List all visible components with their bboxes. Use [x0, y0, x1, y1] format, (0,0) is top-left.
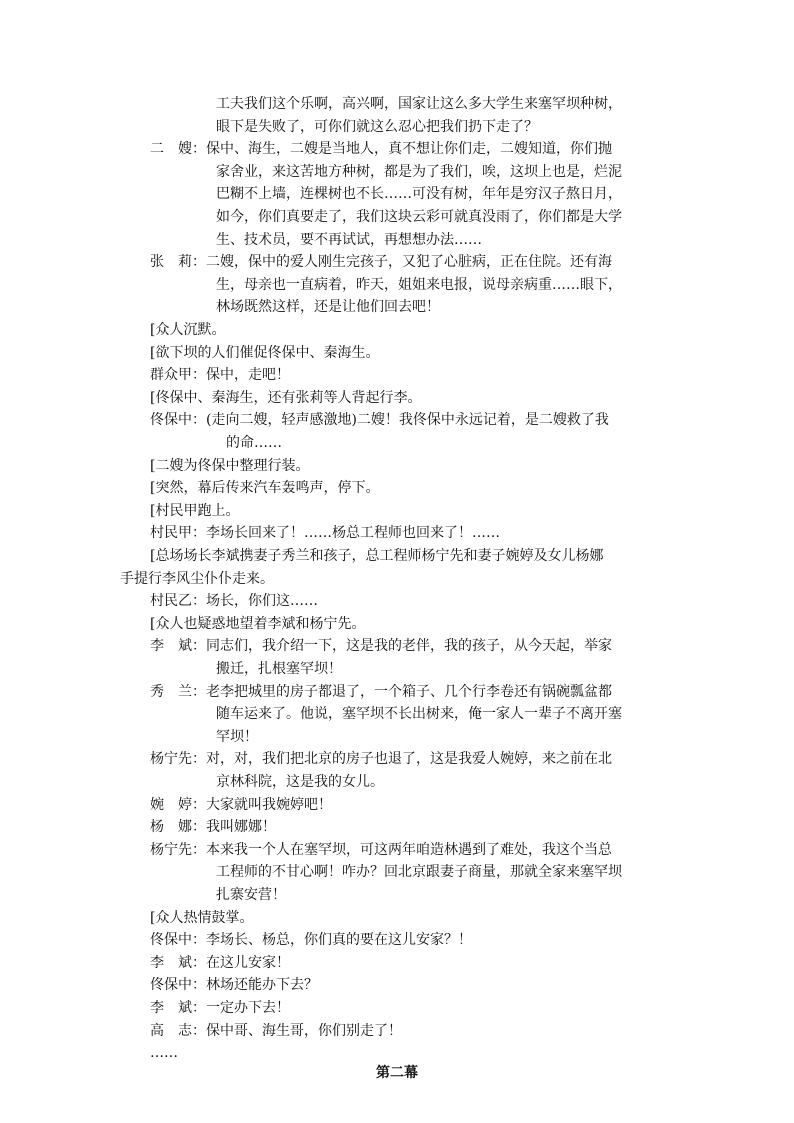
script-line: 巴糊不上墙，连棵树也不长……可没有树，年年是穷汉子熬日月， [216, 186, 622, 203]
script-line: 生，母亲也一直病着，昨天，姐姐来电报，说母亲病重……眼下， [216, 276, 622, 293]
script-line: 二 嫂：保中、海生，二嫂是当地人，真不想让你们走，二嫂知道，你们抛 [150, 141, 612, 158]
script-line: 张 莉：二嫂，保中的爱人刚生完孩子，又犯了心脏病，正在住院。还有海 [150, 254, 612, 271]
script-line: 李 斌：同志们，我介绍一下，这是我的老伴，我的孩子，从今天起，举家 [150, 638, 612, 655]
script-line: 眼下是失败了，可你们就这么忍心把我们扔下走了？ [216, 118, 538, 135]
script-line: 如今，你们真要走了，我们这块云彩可就真没雨了，你们都是大学 [216, 209, 622, 225]
script-line: 家舍业，来这苦地方种树，都是为了我们，唉，这坝上也是，烂泥 [216, 163, 622, 180]
script-line: 的命…… [226, 435, 282, 451]
script-line: 随车运来了。他说，塞罕坝不长出树来，俺一家人一辈子不离开塞 [216, 706, 622, 723]
script-line: 佟保中：林场还能办下去？ [150, 977, 318, 994]
script-line: [众人也疑惑地望着李斌和杨宁先。 [150, 615, 366, 632]
script-line: 群众甲：保中，走吧！ [150, 367, 290, 384]
script-line: 高 志：保中哥、海生哥，你们别走了！ [150, 1022, 402, 1039]
script-line: 手提行李风尘仆仆走来。 [120, 570, 274, 587]
script-line: [众人热情鼓掌。 [150, 909, 254, 926]
script-line: [二嫂为佟保中整理行装。 [150, 457, 310, 474]
script-line: 村民乙：场长，你们这…… [150, 593, 318, 610]
script-line: [佟保中、秦海生，还有张莉等人背起行李。 [150, 389, 422, 406]
script-line: 罕坝！ [216, 728, 258, 745]
script-line: 杨 娜：我叫娜娜！ [150, 819, 276, 836]
script-line: [村民甲跑上。 [150, 502, 240, 519]
script-line: 搬迁，扎根塞罕坝！ [216, 661, 342, 677]
script-line: 佟保中：李场长、杨总，你们真的要在这儿安家？！ [150, 932, 472, 949]
script-line: 婉 婷：大家就叫我婉婷吧！ [150, 796, 332, 813]
script-line: [众人沉默。 [150, 322, 226, 338]
script-line: 京林科院，这是我的女儿。 [216, 774, 384, 790]
script-line: …… [150, 1045, 178, 1062]
script-line: 杨宁先：对，对，我们把北京的房子也退了，这是我爱人婉婷，来之前在北 [150, 751, 612, 768]
script-line: [突然，幕后传来汽车轰鸣声，停下。 [150, 480, 380, 497]
script-line: 李 斌：一定办下去！ [150, 1000, 290, 1016]
script-line: 村民甲：李场长回来了！……杨总工程师也回来了！…… [150, 525, 500, 542]
script-line: 林场既然这样，还是让他们回去吧！ [216, 299, 440, 316]
script-line: 秀 兰：老李把城里的房子都退了，一个箱子、几个行李卷还有锅碗瓢盆都 [150, 683, 612, 700]
script-line: 生、技术员，要不再试试，再想想办法…… [216, 231, 482, 248]
script-line: [欲下坝的人们催促佟保中、秦海生。 [150, 344, 380, 361]
script-line: 工程师的不甘心啊！咋办？回北京跟妻子商量，那就全家来塞罕坝 [216, 864, 622, 881]
script-line: [总场场长李斌携妻子秀兰和孩子，总工程师杨宁先和妻子婉婷及女儿杨娜 [150, 548, 604, 564]
script-line: 杨宁先：本来我一个人在塞罕坝，可这两年咱造林遇到了难处，我这个当总 [150, 841, 612, 858]
act-title: 第二幕 [376, 1064, 418, 1081]
script-line: 扎寨安营！ [216, 887, 286, 903]
script-line: 佟保中：(走向二嫂，轻声感激地)二嫂！我佟保中永远记着，是二嫂救了我 [150, 412, 609, 429]
script-line: 李 斌：在这儿安家！ [150, 954, 290, 971]
script-line: 工夫我们这个乐啊，高兴啊，国家让这么多大学生来塞罕坝种树， [216, 96, 622, 112]
